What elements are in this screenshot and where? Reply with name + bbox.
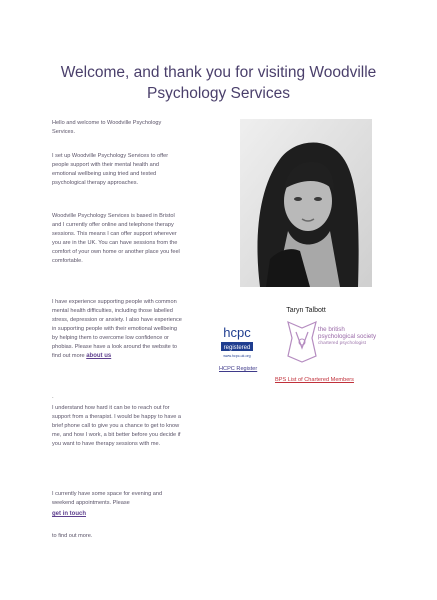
svg-text:hcpc: hcpc xyxy=(223,325,251,340)
bps-line-3: chartered psychologist xyxy=(318,341,366,346)
photo-caption: Taryn Talbott xyxy=(286,307,326,314)
intro-paragraph-2: I set up Woodville Psychology Services to offer people support with their mental health and emotional wellbeing using tried and tested psychological therapy approaches. xyxy=(52,153,169,186)
portrait-image xyxy=(240,119,372,287)
hcpc-logo[interactable] xyxy=(219,321,255,359)
about-us-link[interactable]: about us xyxy=(86,353,112,359)
intro-paragraph-7: to find out more. xyxy=(52,533,93,539)
intro-paragraph-1: Hello and welcome to Woodville Psychology Services. xyxy=(52,120,162,135)
hcpc-badge-icon xyxy=(219,321,255,359)
intro-paragraph-4 xyxy=(52,298,184,361)
intro-paragraph-3: Woodville Psychology Services is based in Bristol and I currently offer online and telephone therapy sessions. This means I can offer support wherever you are in the UK. You can have sessions from the comfort of your own home or another place you feel comfortable. xyxy=(52,213,180,264)
bps-members-link[interactable]: BPS List of Chartered Members xyxy=(275,377,354,383)
profile-photo xyxy=(240,119,372,287)
intro-paragraph-5: I understand how hard it can be to reach out for support from a therapist. I would be happy to have a brief phone call to give you a chance to get to know me, and how I work, a bit better before you decide if you want to have therapy sessions with me. xyxy=(52,405,182,447)
bps-line-2: psychological society xyxy=(318,333,377,340)
separator-dot: . xyxy=(52,394,54,400)
svg-text:www.hcpc-uk.org: www.hcpc-uk.org xyxy=(223,354,251,358)
intro-paragraph-6: I currently have some space for evening and weekend appointments. Please xyxy=(52,491,163,506)
experience-text: I have experience supporting people with common mental health difficulties, including those labelled stress, depression or anxiety. I also have experience in supporting people with their emotional wellbeing by helping them to overcome low confidence or phobias. Please have a look around the website to find out more xyxy=(52,299,182,359)
get-in-touch-link[interactable]: get in touch xyxy=(52,511,86,517)
bps-crest-icon xyxy=(282,318,322,364)
svg-text:registered: registered xyxy=(223,345,251,351)
bps-line-1: the british xyxy=(318,326,345,333)
hcpc-register-link[interactable]: HCPC Register xyxy=(219,366,258,372)
page-title: Welcome, and thank you for visiting Woodville Psychology Services xyxy=(60,64,377,102)
bps-logo-text xyxy=(318,326,398,347)
